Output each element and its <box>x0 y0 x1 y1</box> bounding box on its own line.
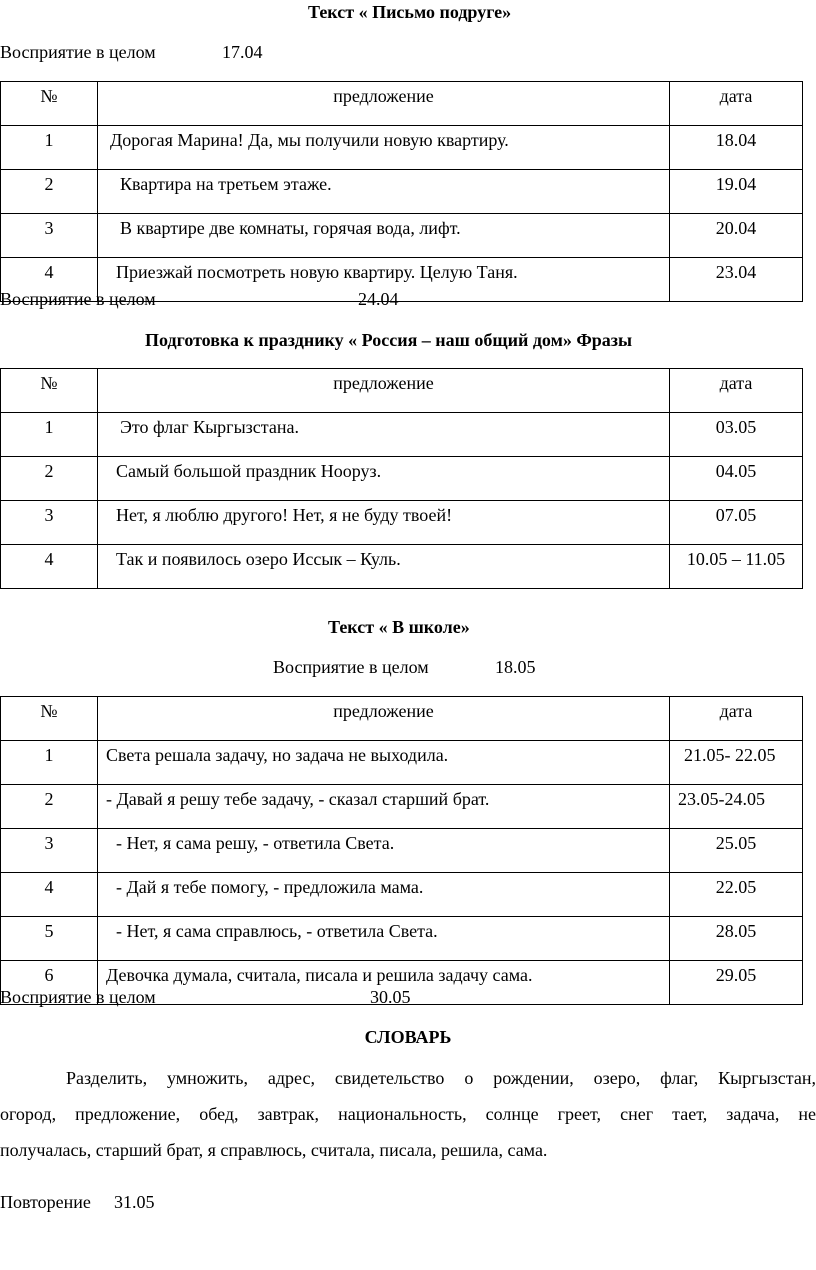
row-sentence: Дорогая Марина! Да, мы получили новую квартиру. <box>98 126 670 170</box>
row-num: 3 <box>1 501 98 545</box>
row-date: 23.05-24.05 <box>670 785 803 829</box>
row-date: 18.04 <box>670 126 803 170</box>
section3-after-label: Восприятие в целом <box>0 987 156 1007</box>
header-date: дата <box>670 369 803 413</box>
section3-table <box>0 696 803 1005</box>
row-date: 23.04 <box>670 258 803 302</box>
row-date: 03.05 <box>670 413 803 457</box>
table-row <box>1 457 803 501</box>
row-num: 3 <box>1 214 98 258</box>
header-sentence: предложение <box>98 369 670 413</box>
row-num: 1 <box>1 413 98 457</box>
repetition-date: 31.05 <box>114 1192 155 1212</box>
header-date: дата <box>670 697 803 741</box>
dictionary-line: Разделить, умножить, адрес, свидетельство о рождении, озеро, флаг, Кыргызстан, <box>66 1068 816 1088</box>
table-row <box>1 214 803 258</box>
row-num: 6 <box>1 961 98 1005</box>
dictionary-paragraph <box>0 1060 816 1168</box>
row-sentence: В квартире две комнаты, горячая вода, лифт. <box>98 214 670 258</box>
row-sentence: - Нет, я сама решу, - ответила Света. <box>98 829 670 873</box>
row-num: 1 <box>1 741 98 785</box>
row-sentence: - Дай я тебе помогу, - предложила мама. <box>98 873 670 917</box>
section1-perception-label: Восприятие в целом <box>0 42 156 62</box>
table-row <box>1 829 803 873</box>
row-sentence: Приезжай посмотреть новую квартиру. Целую Таня. <box>98 258 670 302</box>
header-num: № <box>1 82 98 126</box>
section3-title: Текст « В школе» <box>328 617 470 637</box>
table-row <box>1 917 803 961</box>
dictionary-line: огород, предложение, обед, завтрак, национальность, солнце греет, снег тает, задача, не <box>0 1104 816 1124</box>
row-num: 2 <box>1 785 98 829</box>
table-row <box>1 785 803 829</box>
header-num: № <box>1 697 98 741</box>
row-num: 1 <box>1 126 98 170</box>
section3-perception-date: 18.05 <box>495 657 536 677</box>
repetition-label: Повторение <box>0 1192 91 1212</box>
section1-table <box>0 81 803 302</box>
row-sentence: Девочка думала, считала, писала и решила задачу сама. <box>98 961 670 1005</box>
row-sentence: - Нет, я сама справлюсь, - ответила Света. <box>98 917 670 961</box>
table-row <box>1 413 803 457</box>
table-row <box>1 873 803 917</box>
dictionary-line: получалась, старший брат, я справлюсь, считала, писала, решила, сама. <box>0 1140 548 1160</box>
table-header-row <box>1 369 803 413</box>
row-sentence: Самый большой праздник Нooруз. <box>98 457 670 501</box>
section1-perception-date: 17.04 <box>222 42 263 62</box>
row-date: 04.05 <box>670 457 803 501</box>
row-num: 2 <box>1 170 98 214</box>
row-date: 07.05 <box>670 501 803 545</box>
table-row <box>1 501 803 545</box>
section3-after-date: 30.05 <box>370 987 411 1007</box>
row-sentence: Света решала задачу, но задача не выходила. <box>98 741 670 785</box>
table-row <box>1 545 803 589</box>
section2-title: Подготовка к празднику « Россия – наш общий дом» Фразы <box>145 330 633 350</box>
row-date: 22.05 <box>670 873 803 917</box>
section2-table <box>0 368 803 589</box>
dictionary-title: СЛОВАРЬ <box>364 1027 452 1047</box>
table-header-row <box>1 82 803 126</box>
row-num: 4 <box>1 258 98 302</box>
row-num: 4 <box>1 873 98 917</box>
table-row <box>1 170 803 214</box>
table-row <box>1 126 803 170</box>
row-sentence: Это флаг Кыргызстана. <box>98 413 670 457</box>
row-sentence: Нет, я люблю другого! Нет, я не буду твоей! <box>98 501 670 545</box>
row-sentence: Квартира на третьем этаже. <box>98 170 670 214</box>
header-sentence: предложение <box>98 697 670 741</box>
row-date: 25.05 <box>670 829 803 873</box>
row-date: 19.04 <box>670 170 803 214</box>
row-date: 21.05- 22.05 <box>670 741 803 785</box>
header-date: дата <box>670 82 803 126</box>
header-num: № <box>1 369 98 413</box>
header-sentence: предложение <box>98 82 670 126</box>
section1-after-date: 24.04 <box>358 289 399 309</box>
row-sentence: Так и появилось озеро Иссык – Куль. <box>98 545 670 589</box>
row-num: 3 <box>1 829 98 873</box>
row-date: 28.05 <box>670 917 803 961</box>
row-date: 29.05 <box>670 961 803 1005</box>
row-date: 20.04 <box>670 214 803 258</box>
section1-title: Текст « Письмо подруге» <box>308 2 512 22</box>
row-num: 4 <box>1 545 98 589</box>
row-sentence: - Давай я решу тебе задачу, - сказал старший брат. <box>98 785 670 829</box>
row-num: 2 <box>1 457 98 501</box>
table-header-row <box>1 697 803 741</box>
row-num: 5 <box>1 917 98 961</box>
table-row <box>1 741 803 785</box>
section1-after-label: Восприятие в целом <box>0 289 156 309</box>
section3-perception-label: Восприятие в целом <box>273 657 429 677</box>
row-date: 10.05 – 11.05 <box>670 545 803 589</box>
